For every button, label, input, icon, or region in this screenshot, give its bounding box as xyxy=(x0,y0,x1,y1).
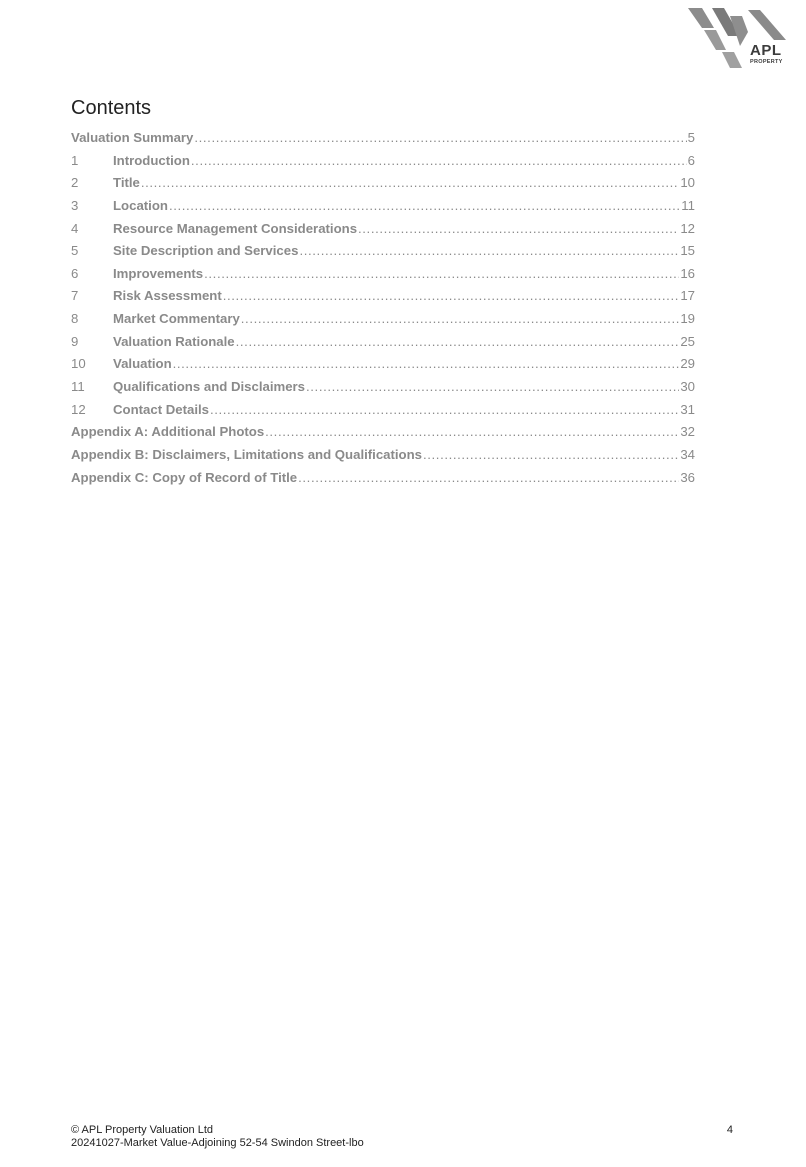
toc-entry[interactable] xyxy=(71,447,695,470)
toc-entry-page: 12 xyxy=(680,220,695,236)
toc-entry-title: Appendix A: Additional Photos xyxy=(71,424,265,440)
toc-entry-number: 3 xyxy=(71,197,79,213)
toc-dot-leader xyxy=(236,334,680,349)
toc-entry-number: 8 xyxy=(71,311,79,327)
toc-entry-number: 9 xyxy=(71,333,79,349)
toc-dot-leader xyxy=(241,311,680,326)
toc-entry[interactable] xyxy=(71,221,695,244)
toc-dot-leader xyxy=(194,130,686,145)
toc-entry-number: 4 xyxy=(71,220,79,236)
toc-entry-page: 6 xyxy=(687,152,695,168)
logo-sub-text: PROPERTY xyxy=(750,59,783,65)
toc-entry-page: 10 xyxy=(680,175,695,191)
toc-entry[interactable] xyxy=(71,175,695,198)
table-of-contents xyxy=(71,130,695,492)
toc-dot-leader xyxy=(306,379,679,394)
toc-entry[interactable] xyxy=(71,424,695,447)
toc-entry-title: Appendix C: Copy of Record of Title xyxy=(71,469,298,485)
footer-reference: 20241027-Market Value-Adjoining 52-54 Swindon Street-lbo xyxy=(71,1137,364,1149)
footer-page-number: 4 xyxy=(726,1124,733,1136)
toc-entry-title: Qualifications and Disclaimers xyxy=(113,379,306,395)
toc-entry-page: 29 xyxy=(680,356,695,372)
toc-dot-leader xyxy=(299,243,679,258)
page-title: Contents xyxy=(71,97,152,119)
toc-entry[interactable] xyxy=(71,288,695,311)
toc-dot-leader xyxy=(223,288,680,303)
apl-property-logo xyxy=(686,6,788,72)
toc-entry-page: 30 xyxy=(680,379,695,395)
toc-entry-number: 11 xyxy=(71,379,85,395)
toc-entry[interactable] xyxy=(71,379,695,402)
page-footer xyxy=(71,1124,733,1150)
toc-entry-title: Improvements xyxy=(113,265,204,281)
toc-entry-title: Contact Details xyxy=(113,401,209,417)
toc-entry-number: 7 xyxy=(71,288,79,304)
logo-brand-text: APL xyxy=(750,42,782,59)
toc-entry[interactable] xyxy=(71,243,695,266)
toc-dot-leader xyxy=(358,221,679,236)
toc-entry[interactable] xyxy=(71,153,695,176)
toc-entry[interactable] xyxy=(71,356,695,379)
toc-dot-leader xyxy=(423,447,679,462)
toc-entry-number: 6 xyxy=(71,265,79,281)
toc-entry-title: Risk Assessment xyxy=(113,288,222,304)
toc-dot-leader xyxy=(265,424,679,439)
toc-entry-page: 11 xyxy=(681,197,695,213)
toc-entry-page: 31 xyxy=(680,401,695,417)
toc-dot-leader xyxy=(210,402,679,417)
toc-entry-title: Valuation xyxy=(113,356,172,372)
toc-entry-page: 34 xyxy=(680,446,695,462)
logo-wordmark xyxy=(750,43,783,66)
toc-dot-leader xyxy=(173,356,680,371)
toc-entry-page: 36 xyxy=(680,469,695,485)
toc-entry-title: Appendix B: Disclaimers, Limitations and Qualifications xyxy=(71,446,423,462)
toc-entry-title: Market Commentary xyxy=(113,311,240,327)
toc-entry[interactable] xyxy=(71,402,695,425)
footer-copyright: © APL Property Valuation Ltd xyxy=(71,1124,214,1136)
toc-entry-title: Location xyxy=(113,197,168,213)
toc-entry[interactable] xyxy=(71,130,695,153)
toc-entry-title: Valuation Summary xyxy=(71,130,194,145)
toc-entry-title: Resource Management Considerations xyxy=(113,220,358,236)
toc-entry-page: 25 xyxy=(680,333,695,349)
toc-entry-title: Site Description and Services xyxy=(113,243,299,259)
toc-dot-leader xyxy=(169,198,680,213)
toc-entry[interactable] xyxy=(71,470,695,493)
toc-entry[interactable] xyxy=(71,198,695,221)
toc-entry-page: 16 xyxy=(680,265,695,281)
toc-entry-page: 19 xyxy=(680,311,695,327)
toc-entry-number: 5 xyxy=(71,243,79,259)
toc-entry-page: 17 xyxy=(680,288,695,304)
toc-entry-page: 32 xyxy=(680,424,695,440)
toc-entry-title: Valuation Rationale xyxy=(113,333,235,349)
toc-entry-number: 1 xyxy=(71,152,79,168)
toc-entry-page: 5 xyxy=(687,130,695,145)
toc-entry-number: 10 xyxy=(71,356,86,372)
toc-dot-leader xyxy=(191,153,687,168)
toc-entry-title: Title xyxy=(113,175,140,191)
toc-entry-title: Introduction xyxy=(113,152,190,168)
toc-dot-leader xyxy=(204,266,679,281)
toc-entry-number: 2 xyxy=(71,175,79,191)
toc-entry-page: 15 xyxy=(680,243,695,259)
toc-entry[interactable] xyxy=(71,266,695,289)
toc-entry[interactable] xyxy=(71,311,695,334)
toc-entry-number: 12 xyxy=(71,401,86,417)
toc-dot-leader xyxy=(141,175,679,190)
toc-entry[interactable] xyxy=(71,334,695,357)
toc-dot-leader xyxy=(298,470,679,485)
